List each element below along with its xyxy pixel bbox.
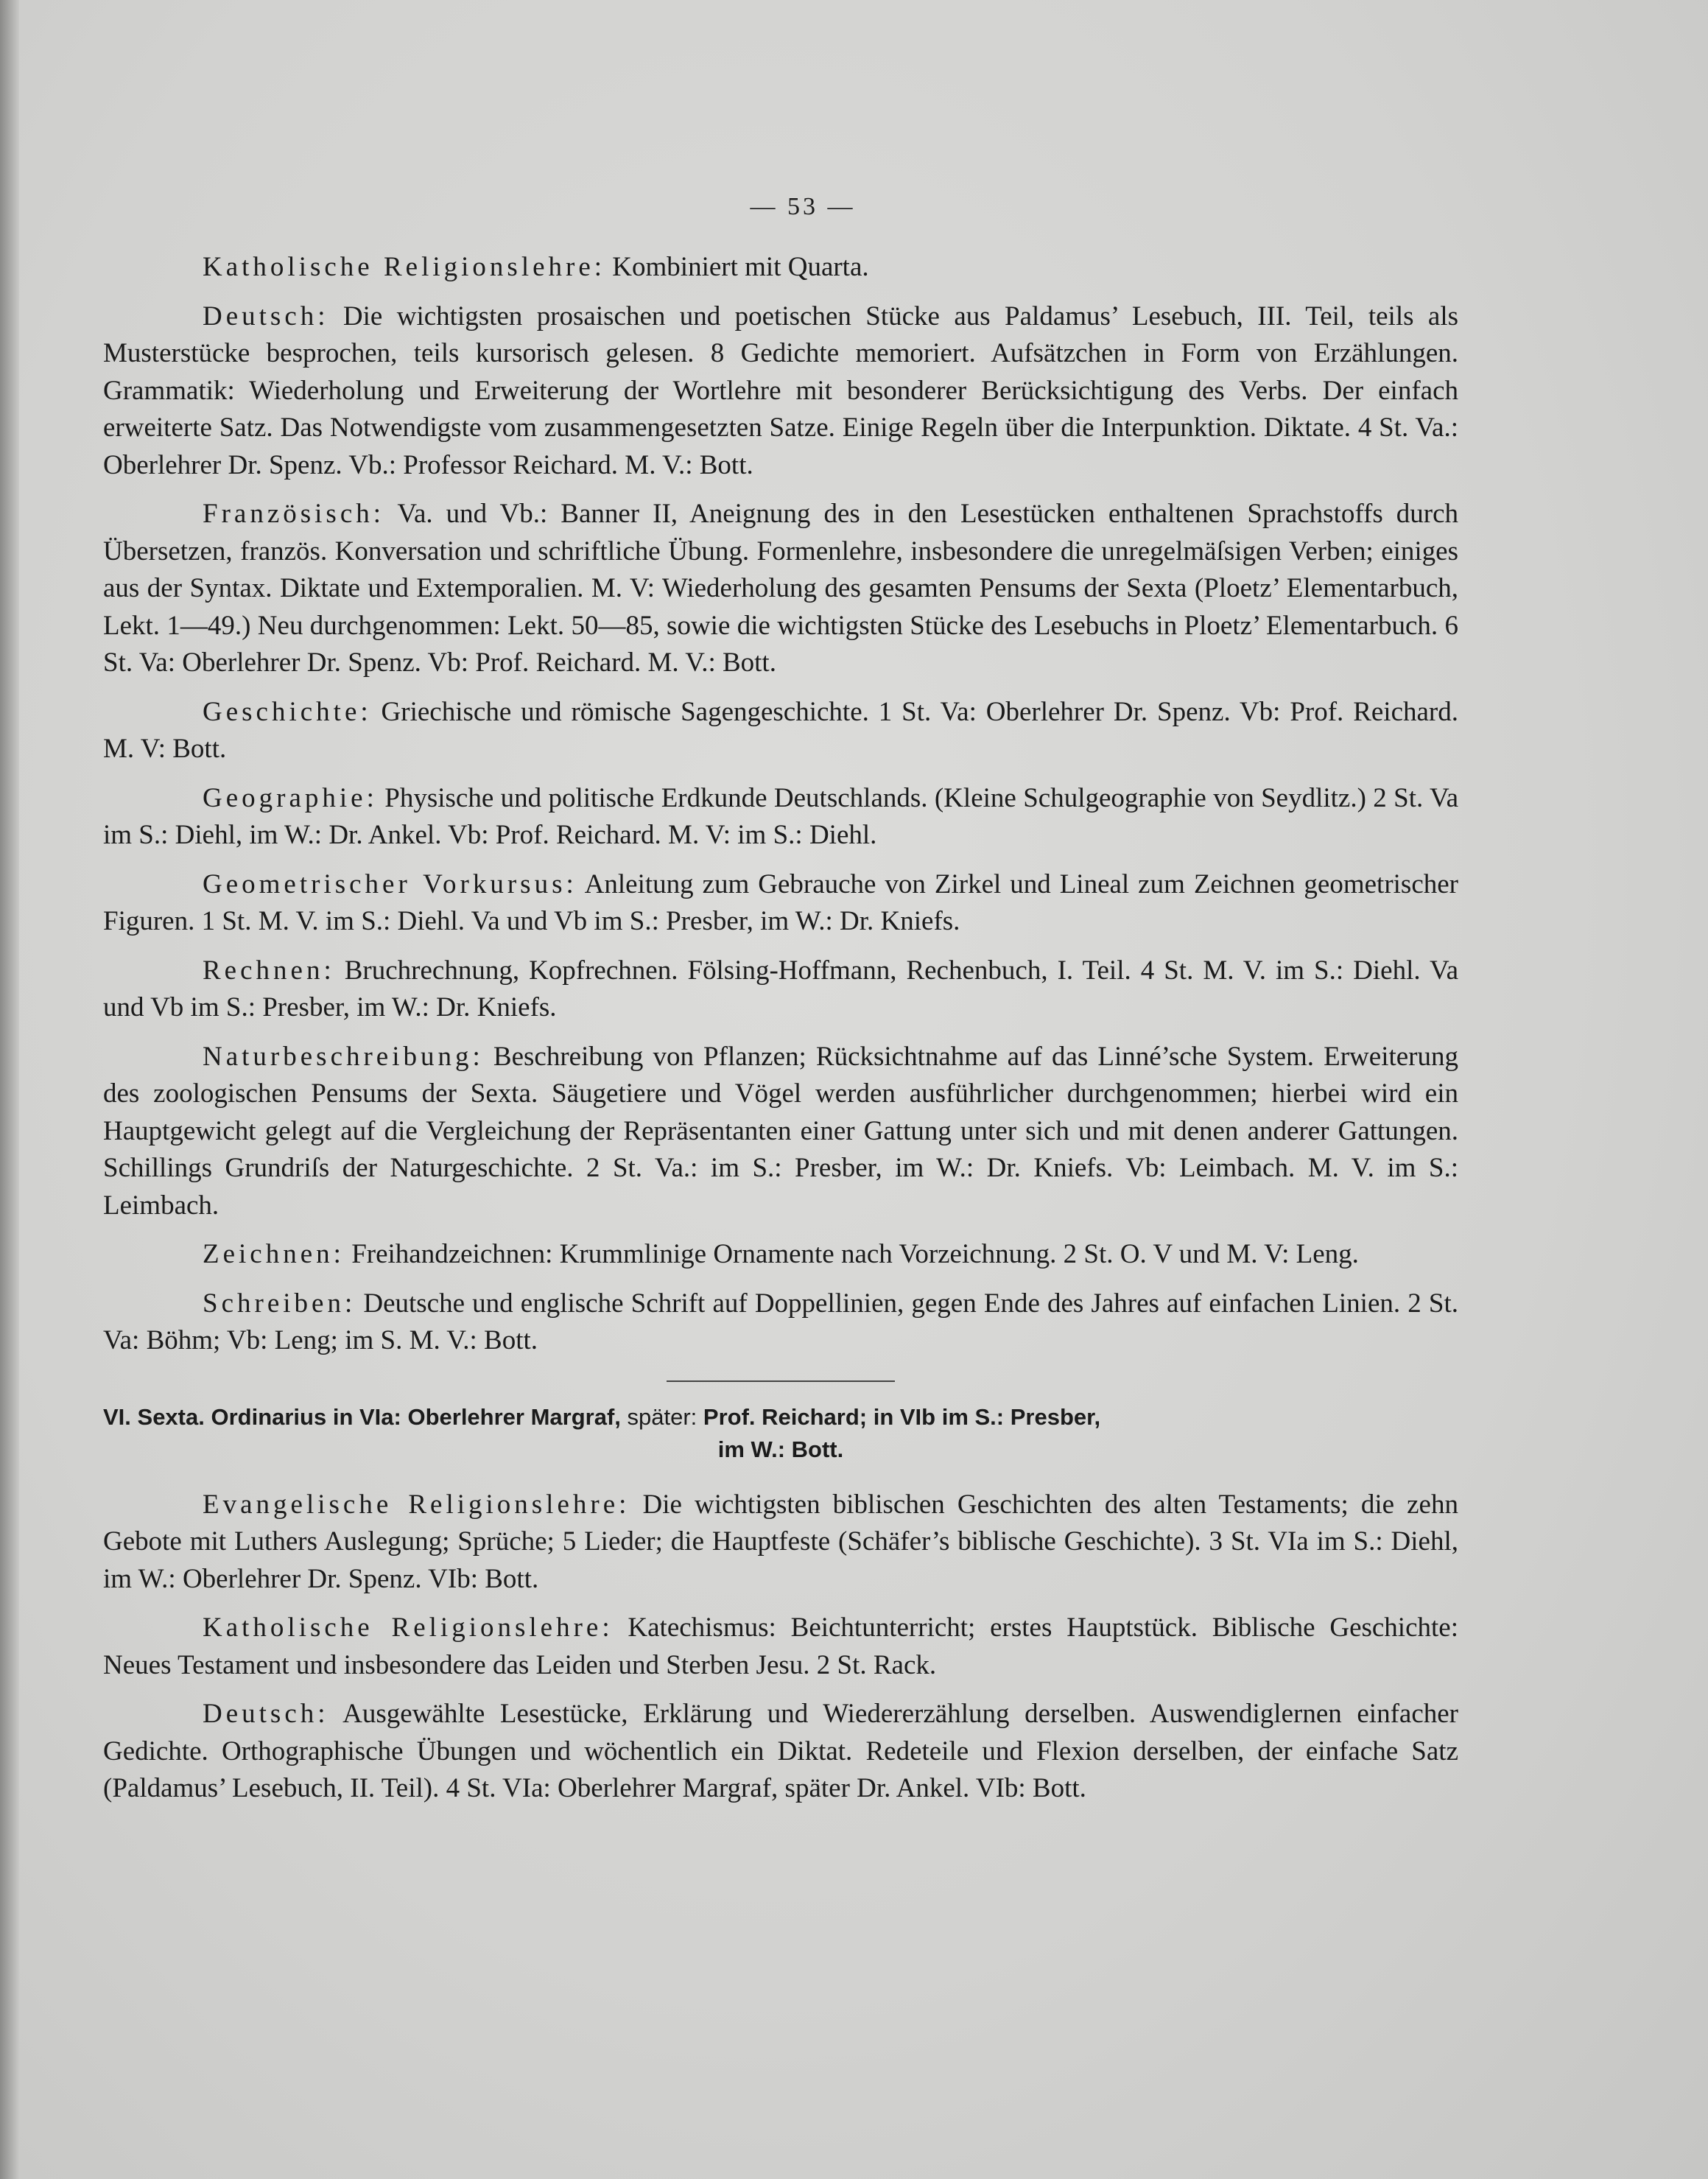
section-geographie-v	[103, 780, 1458, 855]
section-text: Freihandzeichnen: Krummlinige Ornamente nach Vorzeichnung. 2 St. O. V und M. V: Leng.	[344, 1239, 1359, 1269]
section-text: Die wichtigsten prosaischen und poetischen Stücke aus Paldamus’ Lesebuch, III. Teil, teils als Musterstücke besprochen, teils kursorisch gelesen. 8 Gedichte memoriert. Aufsätzchen in Form von Erzählungen. Grammatik: Wiederholung und Erweiterung der Wortlehre mit besonderer Berücksichtigung des Verbs. Der einfach erweiterte Satz. Das Notwendigste vom zusammengesetzten Satze. Einige Regeln über die Interpunktion. Diktate. 4 St. Va.: Oberlehrer Dr. Spenz. Vb.: Professor Reichard. M. V.: Bott.	[103, 301, 1458, 480]
section-text: Beschreibung von Pflanzen; Rücksichtnahme auf das Linné’sche System. Erweiterung des zoologischen Pensums der Sexta. Säugetiere und Vögel werden ausführlicher durchgenommen; hierbei wird ein Hauptgewicht gelegt auf die Vergleichung der Repräsentanten einer Gattung unter sich und mit denen anderer Gattungen. Schillings Grundriſs der Naturgeschichte. 2 St. Va.: im S.: Presber, im W.: Dr. Kniefs. Vb: Leimbach. M. V. im S.: Leimbach.	[103, 1041, 1458, 1221]
section-text: Anleitung zum Gebrauche von Zirkel und Lineal zum Zeichnen geometrischer Figuren. 1 St. M. V. im S.: Diehl. Va und Vb im S.: Presber, im W.: Dr. Kniefs.	[103, 869, 1458, 936]
section-zeichnen-v	[103, 1236, 1458, 1274]
class-heading-sexta	[103, 1401, 1458, 1466]
subject-label: Französisch:	[203, 499, 385, 529]
subject-label: Deutsch:	[203, 1699, 329, 1729]
section-geschichte-v	[103, 694, 1458, 768]
subject-label: Schreiben:	[203, 1288, 356, 1319]
section-text: Die wichtigsten biblischen Geschichten des alten Testaments; die zehn Gebote mit Luthers Auslegung; Sprüche; 5 Lieder; die Hauptfeste (Schäfer’s biblische Geschichte). 3 St. VIa im S.: Diehl, im W.: Oberlehrer Dr. Spenz. VIb: Bott.	[103, 1489, 1458, 1594]
section-text: Va. und Vb.: Banner II, Aneignung des in den Lesestücken enthaltenen Sprachstoffs durch Übersetzen, französ. Konversation und schriftliche Übung. Formenlehre, insbesondere die unregelmäſsigen Verben; einiges aus der Syntax. Diktate und Extemporalien. M. V: Wiederholung des gesamten Pensums der Sexta (Ploetz’ Elementarbuch, Lekt. 1—49.) Neu durchgenommen: Lekt. 50—85, sowie die wichtigsten Stücke des Lesebuchs in Ploetz’ Elementarbuch. 6 St. Va: Oberlehrer Dr. Spenz. Vb: Prof. Reichard. M. V.: Bott.	[103, 499, 1458, 678]
heading-line-2: im W.: Bott.	[717, 1436, 844, 1462]
heading-part-b: später:	[620, 1403, 703, 1430]
section-text: Griechische und römische Sagengeschichte. 1 St. Va: Oberlehrer Dr. Spenz. Vb: Prof. Reichard. M. V: Bott.	[103, 696, 1458, 764]
scan-edge-shadow	[0, 0, 19, 2179]
subject-label: Zeichnen:	[203, 1239, 345, 1269]
subject-label: Naturbeschreibung:	[203, 1041, 484, 1072]
page-body	[103, 249, 1458, 1820]
section-naturbeschreibung-v	[103, 1039, 1458, 1225]
section-divider	[667, 1380, 895, 1382]
subject-label: Deutsch:	[203, 301, 329, 331]
subject-label: Evangelische Religionslehre:	[203, 1489, 630, 1520]
section-text: Katechismus: Beichtunterricht; erstes Hauptstück. Biblische Geschichte: Neues Testament und insbesondere das Leiden und Sterben Jesu. 2 St. Rack.	[103, 1613, 1458, 1680]
section-text: Physische und politische Erdkunde Deutschlands. (Kleine Schulgeographie von Seydlitz.) 2 St. Va im S.: Diehl, im W.: Dr. Ankel. Vb: Prof. Reichard. M. V: im S.: Diehl.	[103, 782, 1458, 850]
section-katholische-religionslehre-v	[103, 249, 1458, 287]
section-text: Deutsche und englische Schrift auf Doppellinien, gegen Ende des Jahres auf einfachen Linien. 2 St. Va: Böhm; Vb: Leng; im S. M. V.: Bott.	[103, 1288, 1458, 1355]
section-deutsch-v	[103, 298, 1458, 485]
section-franzoesisch-v	[103, 496, 1458, 682]
section-schreiben-v	[103, 1285, 1458, 1360]
section-katholische-religionslehre-vi	[103, 1610, 1458, 1684]
page-number: — 53 —	[750, 193, 856, 220]
heading-part-a: VI. Sexta. Ordinarius in VIa: Oberlehrer Margraf,	[103, 1403, 621, 1430]
heading-part-c: Prof. Reichard; in VIb im S.: Presber,	[703, 1403, 1101, 1430]
section-geometrischer-vorkursus-v	[103, 866, 1458, 941]
section-deutsch-vi	[103, 1696, 1458, 1808]
section-text: Bruchrechnung, Kopfrechnen. Fölsing-Hoffmann, Rechenbuch, I. Teil. 4 St. M. V. im S.: Diehl. Va und Vb im S.: Presber, im W.: Dr. Kniefs.	[103, 955, 1458, 1022]
section-evangelische-religionslehre-vi	[103, 1487, 1458, 1599]
subject-label: Katholische Religionslehre:	[203, 1613, 614, 1643]
section-rechnen-v	[103, 952, 1458, 1027]
subject-label: Rechnen:	[203, 955, 335, 986]
subject-label: Katholische Religionslehre:	[203, 252, 606, 282]
subject-label: Geographie:	[203, 782, 378, 813]
section-text: Kombiniert mit Quarta.	[605, 252, 869, 282]
subject-label: Geometrischer Vorkursus:	[203, 869, 577, 899]
subject-label: Geschichte:	[203, 696, 372, 727]
section-text: Ausgewählte Lesestücke, Erklärung und Wiedererzählung derselben. Auswendiglernen einfacher Gedichte. Orthographische Übungen und wöchentlich ein Diktat. Redeteile und Flexion derselben, der einfache Satz (Paldamus’ Lesebuch, II. Teil). 4 St. VIa: Oberlehrer Margraf, später Dr. Ankel. VIb: Bott.	[103, 1699, 1458, 1803]
